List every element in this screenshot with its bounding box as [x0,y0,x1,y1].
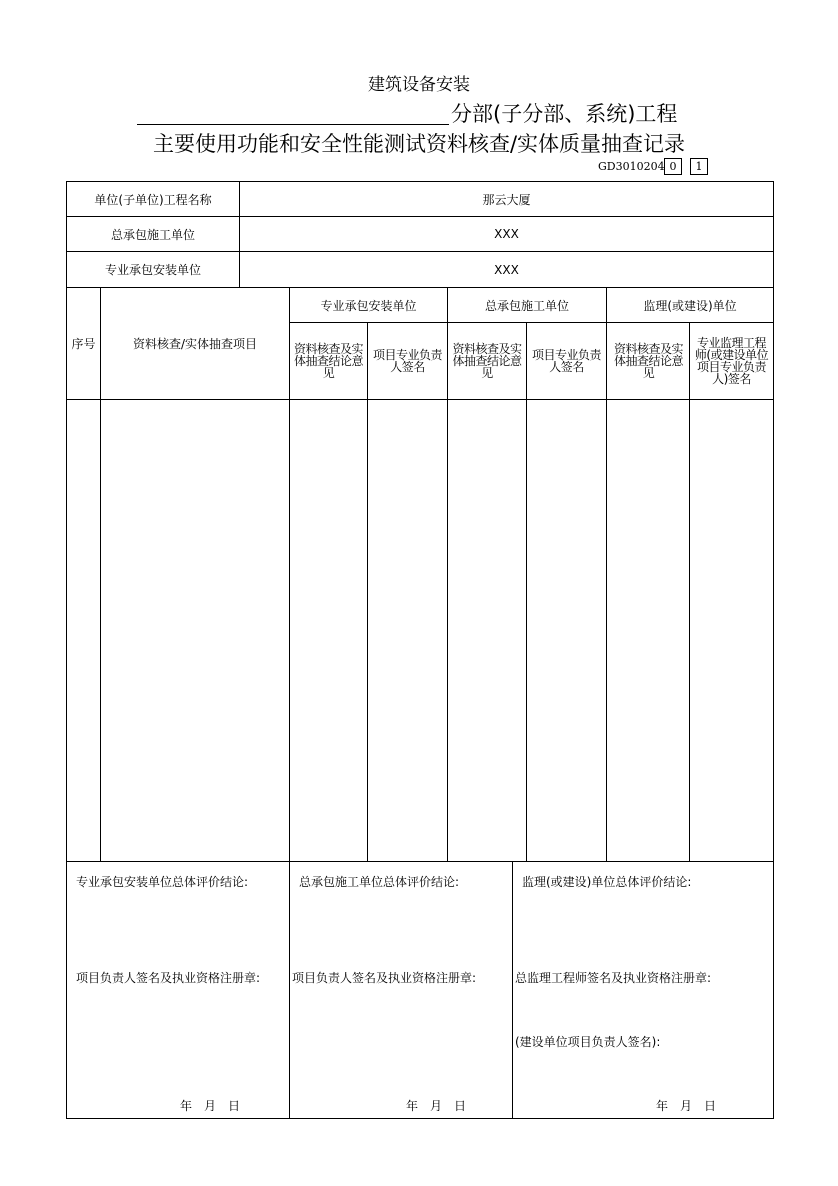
title-line-1: 建筑设备安装 [368,75,470,95]
title-blank-underline[interactable] [137,124,449,125]
footer-supervisor-date: 年 月 日 [656,1099,717,1113]
specialty-contractor-value[interactable]: XXX [494,262,519,277]
column-header-seq: 序号 [71,337,96,351]
subheader-supervisor-opinion: 资料核查及实体抽查结论意见 [613,342,683,380]
subheader-general-sign: 项目专业负责人签名 [531,348,601,374]
specialty-contractor-label: 专业承包安装单位 [104,263,201,277]
title-line-2: 分部(子分部、系统)工程 [451,102,678,126]
table-body-empty[interactable] [67,400,773,861]
group-header-supervisor: 监理(或建设)单位 [643,298,737,313]
footer-specialty-conclusion: 专业承包安装单位总体评价结论: [76,875,249,889]
project-name-value[interactable]: 那云大厦 [482,192,531,207]
title-line-3: 主要使用功能和安全性能测试资料核查/实体质量抽查记录 [152,132,686,156]
footer-specialty-sign: 项目负责人签名及执业资格注册章: [76,971,261,985]
general-contractor-label: 总承包施工单位 [110,227,195,242]
general-contractor-value[interactable]: XXX [494,227,519,241]
code-box-1: 0 [664,158,682,175]
subheader-specialty-sign: 项目专业负责人签名 [372,348,442,374]
subheader-supervisor-sign: 专业监理工程师(或建设单位项目专业负责人)签名 [694,336,769,386]
footer-general-sign: 项目负责人签名及执业资格注册章: [292,971,477,985]
footer-general-conclusion: 总承包施工单位总体评价结论: [299,875,460,889]
column-header-item: 资料核查/实体抽查项目 [132,337,258,351]
group-header-general: 总承包施工单位 [484,298,569,313]
project-name-label: 单位(子单位)工程名称 [94,192,212,207]
footer-supervisor-conclusion: 监理(或建设)单位总体评价结论: [522,875,692,889]
form-code: GD3010204 [598,160,665,173]
footer-specialty-date: 年 月 日 [180,1099,241,1113]
footer-general-date: 年 月 日 [406,1099,467,1113]
footer-owner-sign: (建设单位项目负责人签名): [515,1035,661,1049]
group-header-specialty: 专业承包安装单位 [320,298,417,313]
code-box-2: 1 [690,158,708,175]
footer-supervisor-sign: 总监理工程师签名及执业资格注册章: [515,971,712,985]
subheader-general-opinion: 资料核查及实体抽查结论意见 [452,342,522,380]
subheader-specialty-opinion: 资料核查及实体抽查结论意见 [293,342,363,380]
